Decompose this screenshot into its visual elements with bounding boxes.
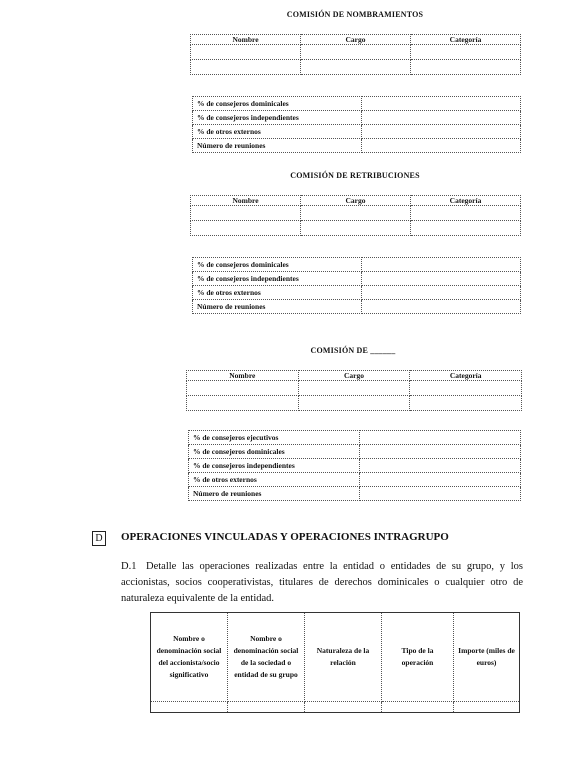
- prop-value[interactable]: [362, 286, 521, 300]
- cell[interactable]: [301, 45, 411, 60]
- cell[interactable]: [411, 206, 521, 221]
- prop-value[interactable]: [360, 459, 521, 473]
- prop-value[interactable]: [360, 445, 521, 459]
- members-table-1: [190, 34, 521, 75]
- table-row: [189, 487, 521, 501]
- table-row: [187, 396, 522, 411]
- header-sociedad: Nombre o denominación social de la sociedad o entidad de su grupo: [228, 613, 305, 702]
- table-row: [193, 258, 521, 272]
- section-letter-box: D: [92, 531, 106, 546]
- prop-label: % de consejeros independientes: [189, 459, 360, 473]
- prop-label: % de otros externos: [193, 286, 362, 300]
- prop-value[interactable]: [362, 97, 521, 111]
- cell[interactable]: [301, 60, 411, 75]
- header-tipo: Tipo de la operación: [382, 613, 454, 702]
- prop-label: % de consejeros independientes: [193, 111, 362, 125]
- table-row: [189, 473, 521, 487]
- prop-label: % de consejeros independientes: [193, 272, 362, 286]
- cell[interactable]: [187, 396, 299, 411]
- prop-label: % de consejeros dominicales: [189, 445, 360, 459]
- prop-value[interactable]: [362, 111, 521, 125]
- header-cargo: Cargo: [298, 371, 410, 381]
- operations-table: [150, 612, 520, 713]
- prop-label: % de consejeros dominicales: [193, 258, 362, 272]
- cell[interactable]: [151, 702, 228, 713]
- table-row: [193, 286, 521, 300]
- cell[interactable]: [301, 206, 411, 221]
- table-row: [189, 459, 521, 473]
- prop-label: % de consejeros dominicales: [193, 97, 362, 111]
- table-row: [193, 139, 521, 153]
- table-row: [193, 300, 521, 314]
- table-row: [193, 125, 521, 139]
- table-row: [187, 381, 522, 396]
- prop-label: % de otros externos: [193, 125, 362, 139]
- prop-value[interactable]: [360, 431, 521, 445]
- cell[interactable]: [298, 381, 410, 396]
- item-number: D.1: [121, 561, 137, 572]
- header-importe: Importe (miles de euros): [454, 613, 520, 702]
- table-row: [191, 221, 521, 236]
- item-text: Detalle las operaciones realizadas entre la entidad o entidades de su grupo, y los accionistas, socios cooperativistas, titulares de derechos dominicales o cualquier otro de naturaleza equivalente de la entidad.: [121, 561, 523, 604]
- table-row: [189, 445, 521, 459]
- table-row: [191, 206, 521, 221]
- header-naturaleza: Naturaleza de la relación: [305, 613, 382, 702]
- header-cargo: Cargo: [301, 196, 411, 206]
- cell[interactable]: [410, 381, 522, 396]
- proportions-table-2: [192, 257, 521, 314]
- table-row: [191, 45, 521, 60]
- cell[interactable]: [191, 45, 301, 60]
- prop-label: Número de reuniones: [189, 487, 360, 501]
- cell[interactable]: [298, 396, 410, 411]
- proportions-table-3: [188, 430, 521, 501]
- table-row: [189, 431, 521, 445]
- cell[interactable]: [191, 206, 301, 221]
- header-categoria: Categoría: [411, 35, 521, 45]
- header-nombre: Nombre: [187, 371, 299, 381]
- prop-label: Número de reuniones: [193, 139, 362, 153]
- header-cargo: Cargo: [301, 35, 411, 45]
- prop-value[interactable]: [362, 300, 521, 314]
- section-title: OPERACIONES VINCULADAS Y OPERACIONES INTRAGRUPO: [121, 531, 449, 543]
- prop-value[interactable]: [362, 125, 521, 139]
- prop-value[interactable]: [362, 139, 521, 153]
- table-row: [193, 111, 521, 125]
- prop-label: Número de reuniones: [193, 300, 362, 314]
- header-categoria: Categoría: [410, 371, 522, 381]
- cell[interactable]: [187, 381, 299, 396]
- cell[interactable]: [301, 221, 411, 236]
- prop-value[interactable]: [362, 258, 521, 272]
- header-nombre: Nombre: [191, 196, 301, 206]
- table-header-row: [151, 613, 520, 702]
- prop-value[interactable]: [362, 272, 521, 286]
- table-row: [151, 702, 520, 713]
- cell[interactable]: [411, 45, 521, 60]
- members-table-2: [190, 195, 521, 236]
- cell[interactable]: [191, 60, 301, 75]
- table-row: [191, 60, 521, 75]
- cell[interactable]: [228, 702, 305, 713]
- members-table-3: [186, 370, 522, 411]
- cell[interactable]: [410, 396, 522, 411]
- cell[interactable]: [411, 221, 521, 236]
- table-header-row: [191, 35, 521, 45]
- prop-label: % de consejeros ejecutivos: [189, 431, 360, 445]
- header-nombre: Nombre: [191, 35, 301, 45]
- commission-title-3: COMISIÓN DE ______: [310, 346, 396, 355]
- table-row: [193, 272, 521, 286]
- commission-title-1: COMISIÓN DE NOMBRAMIENTOS: [286, 10, 424, 19]
- cell[interactable]: [382, 702, 454, 713]
- cell[interactable]: [305, 702, 382, 713]
- proportions-table-1: [192, 96, 521, 153]
- prop-value[interactable]: [360, 473, 521, 487]
- table-header-row: [187, 371, 522, 381]
- table-row: [193, 97, 521, 111]
- header-accionista: Nombre o denominación social del accionista/socio significativo: [151, 613, 228, 702]
- cell[interactable]: [191, 221, 301, 236]
- prop-value[interactable]: [360, 487, 521, 501]
- prop-label: % de otros externos: [189, 473, 360, 487]
- table-header-row: [191, 196, 521, 206]
- header-categoria: Categoría: [411, 196, 521, 206]
- commission-title-2: COMISIÓN DE RETRIBUCIONES: [290, 171, 420, 180]
- cell[interactable]: [454, 702, 520, 713]
- cell[interactable]: [411, 60, 521, 75]
